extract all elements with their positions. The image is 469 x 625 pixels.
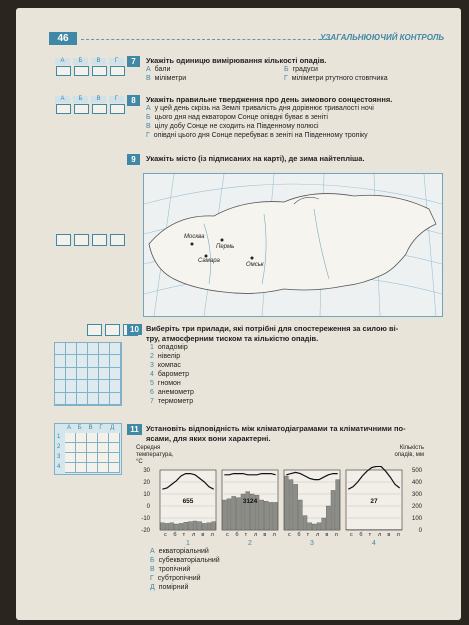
precip-bar [198, 522, 202, 530]
month-label: б [173, 532, 177, 538]
map-city-label: Пермь [216, 244, 235, 250]
question-number: 8 [127, 95, 140, 106]
answer-cell[interactable] [109, 443, 120, 453]
question-number: 11 [127, 424, 142, 435]
answer-grid-q8[interactable]: А Б В Г [55, 96, 124, 112]
month-label: с [164, 532, 167, 538]
answer-box[interactable] [110, 66, 125, 76]
option: А бали [146, 66, 171, 73]
option: Г опівдні цього дня Сонце перебуває в зеніті на Південному тропіку [146, 132, 368, 139]
grid-cell [88, 393, 99, 405]
option: В цілу добу Сонце не сходить на Південному полюсі [146, 123, 319, 130]
answer-cell[interactable] [109, 453, 120, 463]
precip-tick-label: 400 [411, 480, 422, 486]
page-header [49, 32, 444, 46]
grid-cell [88, 368, 99, 380]
row-number: 3 [57, 454, 61, 460]
precip-bar [193, 521, 197, 530]
precip-bar [289, 480, 293, 530]
precip-tick-label: 500 [411, 468, 422, 474]
answer-cell[interactable] [65, 443, 76, 453]
precip-bar [274, 502, 278, 530]
precip-bar [232, 496, 236, 530]
month-label: л [334, 532, 338, 538]
grid-cell [110, 393, 121, 405]
column-letter: В [88, 425, 93, 431]
question-text: Укажіть одиницю вимірювання кількості опадів. [146, 56, 327, 65]
precip-bar [174, 524, 178, 530]
answer-cell[interactable] [76, 443, 87, 453]
column-letter: Д [110, 425, 115, 431]
map-graphic [144, 174, 442, 316]
grid-cell [66, 368, 77, 380]
answer-box[interactable] [74, 104, 89, 114]
precip-bar [370, 530, 374, 531]
precip-bar [202, 523, 206, 530]
precip-bar [308, 523, 312, 530]
option: Б градуси [284, 66, 318, 73]
month-label: б [235, 532, 239, 538]
answer-grid-q7[interactable]: А Б В Г [55, 58, 124, 74]
precip-bar [356, 530, 360, 531]
answer-cell[interactable] [98, 443, 109, 453]
grid-cell [99, 368, 110, 380]
month-label: л [378, 532, 382, 538]
header-rule [81, 39, 331, 40]
question-text: ясами, для яких вони характерні. [146, 434, 271, 443]
grid-cell [99, 380, 110, 392]
section-title: УЗАГАЛЬНЮЮЧИЙ КОНТРОЛЬ [319, 33, 444, 42]
month-label: т [306, 532, 310, 538]
precip-bar [322, 518, 326, 530]
climate-zone-option: Б субекваторіальний [150, 557, 220, 564]
month-label: л [254, 532, 258, 538]
precip-bar [260, 500, 264, 530]
map-eurasia [143, 173, 443, 317]
answer-cell[interactable] [87, 443, 98, 453]
map-city-label: Омськ [246, 262, 264, 268]
precip-bar [298, 500, 302, 530]
answer-box[interactable] [56, 104, 71, 114]
month-label: л [272, 532, 276, 538]
instrument-option: 2 нівелір [150, 353, 181, 360]
grid-cell [99, 343, 110, 355]
grid-cell [77, 380, 88, 392]
answer-box[interactable] [56, 66, 71, 76]
answer-box[interactable] [110, 104, 125, 114]
precip-bar [184, 522, 188, 530]
answer-cell[interactable] [98, 433, 109, 443]
answer-box[interactable] [110, 234, 125, 246]
precip-bar [170, 523, 174, 530]
grid-cell [66, 393, 77, 405]
question-text: Виберіть три прилади, які потрібні для спостереження за силою ві- [146, 324, 399, 333]
answer-box[interactable] [87, 324, 102, 336]
month-label: л [210, 532, 214, 538]
answer-box[interactable] [92, 234, 107, 246]
answer-cell[interactable] [87, 463, 98, 473]
map-city-label: Самара [198, 258, 220, 264]
row-number: 2 [57, 444, 61, 450]
answer-grid-q9[interactable] [55, 234, 124, 250]
climate-zone-option: А екваторіальний [150, 548, 209, 555]
grid-cell [66, 380, 77, 392]
climate-diagrams [134, 466, 424, 546]
month-label: л [316, 532, 320, 538]
precip-bar [264, 501, 268, 530]
answer-box[interactable] [105, 324, 120, 336]
month-label: л [192, 532, 196, 538]
month-label: в [387, 532, 391, 538]
question-text: Установіть відповідність між кліматодіаграмами та кліматичними по- [146, 424, 406, 433]
precip-bar [294, 484, 298, 530]
precip-bar [165, 523, 169, 530]
grid-cell [110, 355, 121, 367]
diagram-number: 4 [372, 540, 376, 546]
answer-cell[interactable] [87, 453, 98, 463]
month-label: с [350, 532, 353, 538]
climate-zone-option: Г субтропічний [150, 575, 201, 582]
annual-precip-label: 27 [370, 498, 378, 505]
precip-bar [360, 530, 364, 531]
precip-bar [284, 476, 288, 530]
diagram-number: 1 [186, 540, 190, 546]
column-letter: Б [77, 425, 82, 431]
precip-bar [365, 530, 369, 531]
blank-grid [54, 342, 122, 406]
option: Г міліметри ртутного стовпчика [284, 75, 388, 82]
question-number: 7 [127, 56, 140, 67]
column-letter: Г [99, 425, 103, 431]
precip-bar [188, 522, 192, 530]
page-number: 46 [49, 32, 77, 45]
grid-cell [55, 380, 66, 392]
answer-box[interactable] [56, 234, 71, 246]
answer-cell[interactable] [109, 433, 120, 443]
precip-bar [398, 530, 402, 531]
precip-axis-title: Кількість опадів, мм [394, 445, 424, 458]
answer-cell[interactable] [109, 463, 120, 473]
grid-cell [110, 380, 121, 392]
temp-tick-label: -10 [141, 516, 150, 522]
grid-cell [55, 343, 66, 355]
precip-tick-label: 300 [411, 492, 422, 498]
precip-bar [160, 523, 164, 530]
precip-bar [351, 530, 355, 531]
answer-box[interactable] [74, 234, 89, 246]
climate-zone-option: Д помірний [150, 584, 189, 591]
month-label: с [226, 532, 229, 538]
precip-bar [388, 530, 392, 531]
month-label: в [263, 532, 267, 538]
grid-cell [88, 343, 99, 355]
temp-tick-label: 0 [146, 504, 150, 510]
question-number: 9 [127, 154, 140, 165]
answer-box[interactable] [92, 104, 107, 114]
month-label: т [244, 532, 248, 538]
precip-tick-label: 100 [411, 516, 422, 522]
answer-cell[interactable] [65, 433, 76, 443]
instrument-option: 4 барометр [150, 371, 190, 378]
question-text: Укажіть місто (із підписаних на карті), де зима найтепліша. [146, 154, 365, 163]
month-label: л [396, 532, 400, 538]
answer-table-q11[interactable] [54, 423, 122, 475]
diagram-number: 3 [310, 540, 314, 546]
precip-bar [179, 523, 183, 530]
precip-bar [222, 500, 226, 530]
precip-bar [303, 516, 307, 530]
annual-precip-label: 3124 [242, 498, 258, 505]
month-label: б [359, 532, 363, 538]
grid-cell [88, 380, 99, 392]
instrument-option: 7 термометр [150, 398, 194, 405]
grid-cell [55, 393, 66, 405]
grid-cell [77, 343, 88, 355]
answer-cell[interactable] [87, 433, 98, 443]
row-number: 1 [57, 434, 61, 440]
option: А у цей день скрізь на Землі тривалість дня дорівнює тривалості ночі [146, 105, 374, 112]
instrument-option: 1 опадомір [150, 344, 188, 351]
question-text: Укажіть правильне твердження про день зимового сонцестояння. [146, 95, 393, 104]
temp-tick-label: 30 [143, 468, 150, 474]
precip-bar [384, 530, 388, 531]
precip-bar [269, 502, 273, 530]
temp-tick-label: 20 [143, 480, 150, 486]
answer-cell[interactable] [98, 453, 109, 463]
temp-tick-label: 10 [143, 492, 150, 498]
month-label: в [325, 532, 329, 538]
grid-cell [110, 343, 121, 355]
month-label: т [368, 532, 372, 538]
precip-bar [331, 490, 335, 530]
option: Б цього дня над екватором Сонце опівдні буває в зеніті [146, 114, 328, 121]
answer-cell[interactable] [76, 453, 87, 463]
grid-cell [55, 368, 66, 380]
grid-cell [88, 355, 99, 367]
answer-cell[interactable] [65, 463, 76, 473]
grid-cell [66, 343, 77, 355]
grid-cell [77, 393, 88, 405]
precip-bar [346, 530, 350, 531]
temp-axis-title: Середня температура, °С [136, 445, 174, 465]
answer-cell[interactable] [98, 463, 109, 473]
precip-tick-label: 0 [418, 528, 422, 534]
workbook-page [16, 8, 461, 620]
question-number: 10 [127, 324, 142, 335]
precip-bar [374, 530, 378, 531]
precip-bar [236, 498, 240, 530]
grid-cell [77, 368, 88, 380]
answer-cell[interactable] [76, 433, 87, 443]
instrument-option: 6 анемометр [150, 389, 194, 396]
precip-tick-label: 200 [411, 504, 422, 510]
diagram-number: 2 [248, 540, 252, 546]
month-label: с [288, 532, 291, 538]
precip-bar [317, 523, 321, 530]
row-number: 4 [57, 464, 61, 470]
precip-bar [207, 523, 211, 530]
grid-cell [99, 355, 110, 367]
grid-cell [77, 355, 88, 367]
answer-box[interactable] [92, 66, 107, 76]
climate-zone-option: В тропічний [150, 566, 191, 573]
precip-bar [212, 522, 216, 530]
question-text: тру, атмосферним тиском та кількістю опадів. [146, 334, 319, 343]
annual-precip-label: 655 [182, 498, 194, 505]
instrument-option: 3 компас [150, 362, 181, 369]
grid-cell [99, 393, 110, 405]
option: В міліметри [146, 75, 187, 82]
precip-bar [379, 530, 383, 531]
month-label: в [201, 532, 205, 538]
precip-bar [227, 499, 231, 530]
instrument-option: 5 гномон [150, 380, 181, 387]
answer-box[interactable] [74, 66, 89, 76]
temp-tick-label: -20 [141, 528, 150, 534]
answer-cell[interactable] [76, 463, 87, 473]
grid-cell [55, 355, 66, 367]
precip-bar [336, 480, 340, 530]
answer-cell[interactable] [65, 453, 76, 463]
precip-bar [326, 506, 330, 530]
column-letter: А [67, 425, 72, 431]
month-label: т [182, 532, 186, 538]
grid-cell [110, 368, 121, 380]
month-label: б [297, 532, 301, 538]
grid-cell [66, 355, 77, 367]
map-city-label: Москва [184, 234, 205, 240]
precip-bar [393, 530, 397, 531]
precip-bar [312, 524, 316, 530]
